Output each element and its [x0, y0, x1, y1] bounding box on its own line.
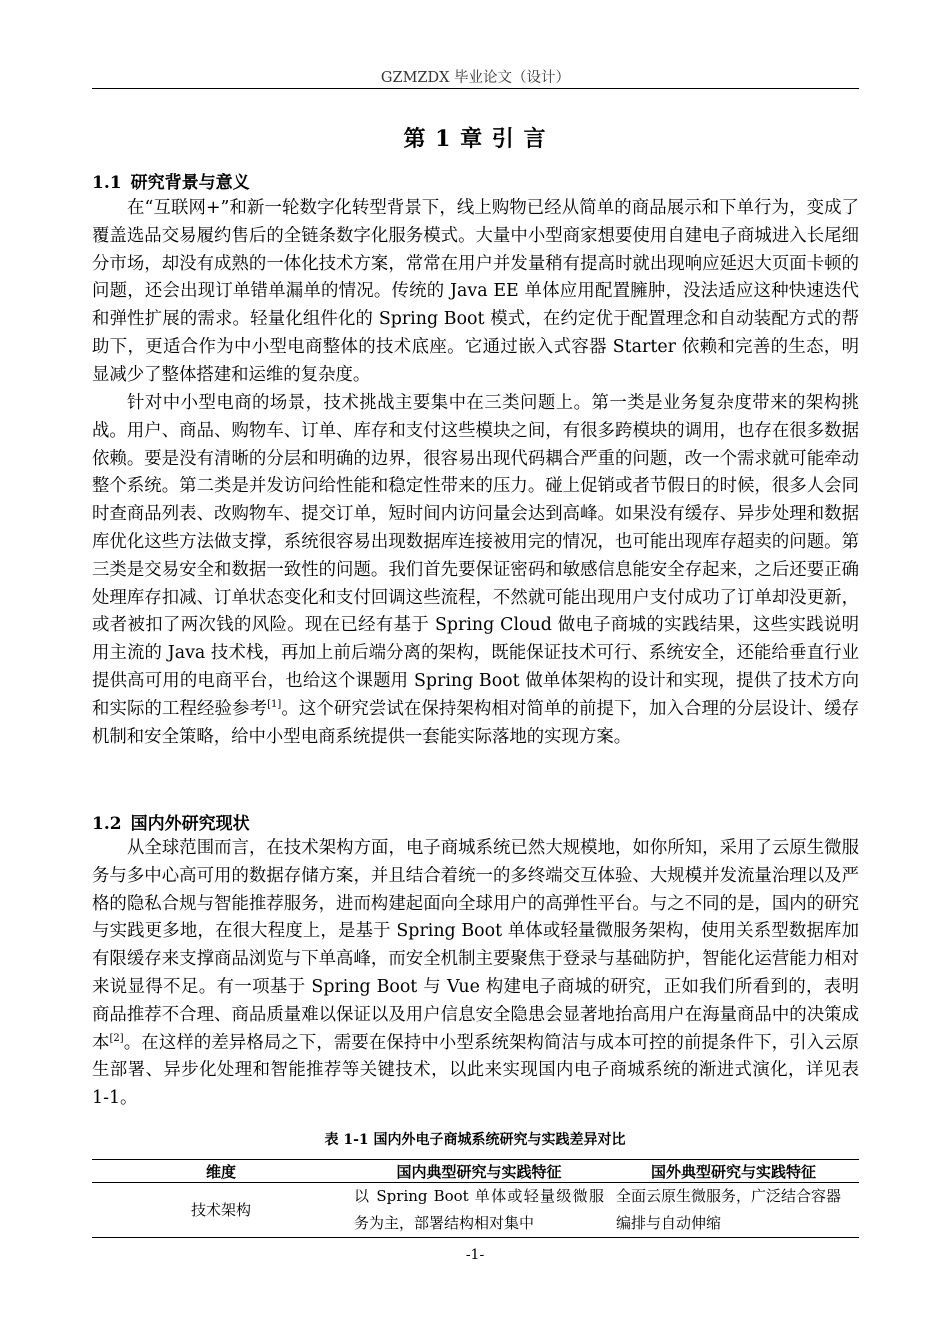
- section-heading-1-2: [92, 809, 250, 834]
- running-header: GZMZDX 毕业论文（设计）: [92, 66, 859, 89]
- table-caption: 表 1-1 国内外电子商城系统研究与实践差异对比: [324, 1132, 626, 1148]
- table-header-cell: 国内典型研究与实践特征: [350, 1160, 608, 1183]
- paragraph-text: 。在这样的差异格局之下，需要在保持中小型系统架构简洁与成本可控的前提条件下，引入云原生部署、异步化处理和智能推荐等关键技术，以此来实现国内电子商城系统的渐进式演化，详见表 1-1。: [92, 1032, 859, 1109]
- table-header-cell: 国外典型研究与实践特征: [608, 1160, 859, 1183]
- paragraph-text: 针对中小型电商的场景，技术挑战主要集中在三类问题上。第一类是业务复杂度带来的架构挑战。用户、商品、购物车、订单、库存和支付这些模块之间，有很多跨模块的调用，也存在很多数据依赖。要是没有清晰的分层和明确的边界，很容易出现代码耦合严重的问题，改一个需求就可能牵动整个系统。第二类是并发访问给性能和稳定性带来的压力。碰上促销或者节假日的时候，很多人会同时查商品列表、改购物车、提交订单，短时间内访问量会达到高峰。如果没有缓存、异步处理和数据库优化这些方法做支撑，系统很容易出现数据库连接被用完的情况，也可能出现库存超卖的问题。第三类是交易安全和数据一致性的问题。我们首先要保证密码和敏感信息能安全存起来，之后还要正确处理库存扣减、订单状态变化和支付回调这些流程，不然就可能出现用户支付成功了订单却没更新，或者被扣了两次钱的风险。现在已经有基于 Spring Cloud 做电子商城的实践结果，这些实践说明用主流的 Java 技术栈，再加上前后端分离的架构，既能保证技术可行、系统安全，还能给垂直行业提供高可用的电商平台，也给这个课题用 Spring Boot 做单体架构的设计和实现，提供了技术方向和实际的工程经验参考: [92, 393, 859, 719]
- table-header-cell: 维度: [92, 1160, 350, 1183]
- paragraph-3: [92, 835, 859, 1113]
- section-heading-1-1: [92, 168, 250, 193]
- section-title: 研究背景与意义: [130, 173, 250, 193]
- table-cell: 技术架构: [190, 1200, 251, 1219]
- table-header-row: [92, 1160, 859, 1183]
- paragraph-1: [92, 195, 859, 390]
- comparison-table: [92, 1159, 859, 1238]
- paragraph-text: 从全球范围而言，在技术架构方面，电子商城系统已然大规模地，如你所知，采用了云原生微服务与多中心高可用的数据存储方案，并且结合着统一的多终端交互体验、大规模并发流量治理以及严格的隐私合规与智能推荐服务，进而构建起面向全球用户的高弹性平台。与之不同的是，国内的研究与实践更多地，在很大程度上，是基于 Spring Boot 单体或轻量微服务架构，使用关系型数据库加有限缓存来支撑商品浏览与下单高峰，而安全机制主要聚焦于登录与基础防护，智能化运营能力相对来说显得不足。有一项基于 Spring Boot 与 Vue 构建电子商城的研究，正如我们所看到的，表明商品推荐不合理、商品质量难以保证以及用户信息安全隐患会显著地抬高用户在海量商品中的决策成本: [92, 838, 859, 1053]
- paragraph-text: 。这个研究尝试在保持架构相对简单的前提下，加入合理的分层设计、缓存机制和安全策略，给中小型电商系统提供一套能实际落地的实现方案。: [92, 698, 859, 747]
- citation-ref: [1]: [267, 698, 282, 710]
- section-title: 国内外研究现状: [130, 814, 250, 834]
- chapter-title: 第 1 章 引 言: [403, 126, 547, 152]
- paragraph-2: [92, 390, 859, 751]
- section-number: 1.2: [92, 814, 122, 834]
- table-cell: 全面云原生微服务，广泛结合容器编排与自动伸缩: [616, 1187, 842, 1232]
- paragraph-text: 在“互联网+”和新一轮数字化转型背景下，线上购物已经从简单的商品展示和下单行为，变成了覆盖选品交易履约售后的全链条数字化服务模式。大量中小型商家想要使用自建电子商城进入长尾细分市场，却没有成熟的一体化技术方案，常常在用户并发量稍有提高时就出现响应延迟大页面卡顿的问题，还会出现订单错单漏单的情况。传统的 Java EE 单体应用配置臃肿，没法适应这种快速迭代和弹性扩展的需求。轻量化组件化的 Spring Boot 模式，在约定优于配置理念和自动装配方式的帮助下，更适合作为中小型电商整体的技术底座。它通过嵌入式容器 Starter 依赖和完善的生态，明显减少了整体搭建和运维的复杂度。: [92, 198, 859, 385]
- section-number: 1.1: [92, 173, 122, 193]
- citation-ref: [2]: [109, 1032, 124, 1044]
- page-number: -1-: [465, 1247, 485, 1263]
- table-cell: 以 Spring Boot 单体或轻量级微服务为主，部署结构相对集中: [354, 1187, 604, 1232]
- table-row: [92, 1183, 859, 1238]
